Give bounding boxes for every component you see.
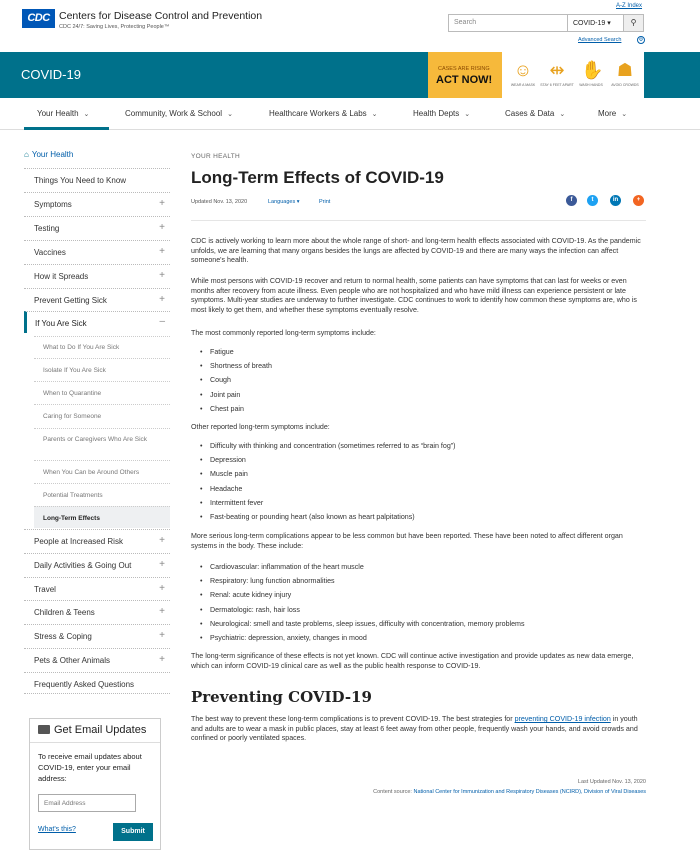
nav-community[interactable]: Community, Work & School ⌄: [125, 109, 233, 118]
expand-icon: +: [159, 559, 165, 570]
list-item: • Shortness of breath: [204, 359, 644, 373]
list-item: • Muscle pain: [204, 467, 644, 481]
cases-rising-text: CASES ARE RISING: [438, 66, 490, 72]
content-source-link[interactable]: National Center for Immunization and Respiratory Diseases (NCIRD), Division of Viral Diseases: [413, 789, 646, 795]
cdc-logo[interactable]: CDC: [22, 9, 55, 28]
updated-date: Updated Nov. 13, 2020: [191, 199, 248, 205]
sidebar-sub-treatments[interactable]: Potential Treatments: [34, 483, 170, 506]
guide-hands: ✋ WASH HANDS: [574, 57, 608, 95]
advanced-search-link[interactable]: Advanced Search: [578, 37, 622, 43]
agency-tagline: CDC 24/7: Saving Lives, Protecting People™: [59, 24, 170, 30]
sidebar-sub-parents[interactable]: Parents or Caregivers Who Are Sick: [34, 428, 170, 460]
sidebar-item-pets[interactable]: Pets & Other Animals +: [24, 648, 170, 670]
guide-mask: ☺ WEAR A MASK: [506, 57, 540, 95]
whats-this-link[interactable]: What's this?: [38, 826, 76, 833]
expand-icon: +: [159, 583, 165, 594]
site-header: [0, 0, 700, 52]
paragraph-intro: CDC is actively working to learn more about the whole range of short- and long-term health effects associated with COVID-19. As the pandemic unfolds, we are learning that many organs besides the lungs are affected by COVID-19 and there are many ways the infection can affect someone's health.: [191, 237, 641, 264]
chevron-down-icon: ⌄: [621, 111, 628, 118]
list-item: • Respiratory: lung function abnormalities: [204, 574, 644, 588]
list-item: • Chest pain: [204, 402, 644, 416]
nav-healthcare[interactable]: Healthcare Workers & Labs ⌄: [269, 109, 378, 118]
prevention-guides[interactable]: [502, 52, 644, 98]
distance-icon: ⇹: [549, 60, 565, 80]
search-scope-select[interactable]: COVID-19 ▾: [568, 14, 624, 32]
sidebar-sub-around-others[interactable]: When You Can be Around Others: [34, 460, 170, 483]
languages-dropdown[interactable]: Languages ▾: [268, 199, 300, 205]
sidebar-item-prevent[interactable]: Prevent Getting Sick +: [24, 288, 170, 310]
nav-more[interactable]: More ⌄: [598, 109, 628, 118]
expand-icon: +: [159, 535, 165, 546]
sidebar-item-testing[interactable]: Testing +: [24, 216, 170, 238]
hands-icon: ✋: [581, 60, 604, 80]
email-description: To receive email updates about COVID-19, enter your email address:: [38, 752, 142, 783]
sidebar-item-increased-risk[interactable]: People at Increased Risk +: [24, 529, 170, 551]
nav-active-indicator: [24, 127, 109, 130]
guide-crowds: ☗ AVOID CROWDS: [608, 57, 642, 95]
syndicate-icon[interactable]: +: [633, 195, 644, 206]
az-index-link[interactable]: A-Z Index: [616, 3, 643, 9]
sidebar-item-if-sick[interactable]: If You Are Sick –: [24, 311, 170, 333]
sidebar-sub-what-to-do[interactable]: What to Do If You Are Sick: [34, 336, 170, 358]
list-item: • Cardiovascular: inflammation of the heart muscle: [204, 560, 644, 574]
email-heading: Get Email Updates: [30, 719, 160, 743]
banner-title[interactable]: COVID-19: [21, 67, 81, 82]
expand-icon: +: [159, 606, 165, 617]
search-input[interactable]: Search: [448, 14, 568, 32]
list-item: • Fatigue: [204, 345, 644, 359]
twitter-icon[interactable]: t: [587, 195, 598, 206]
sidebar-item-spreads[interactable]: How it Spreads +: [24, 264, 170, 286]
list-item: • Psychiatric: depression, anxiety, changes in mood: [204, 631, 644, 645]
list-item: • Intermittent fever: [204, 496, 644, 510]
list-item: • Dermatologic: rash, hair loss: [204, 603, 644, 617]
sidebar-item-vaccines[interactable]: Vaccines +: [24, 240, 170, 262]
submit-button[interactable]: Submit: [113, 823, 153, 841]
search-button[interactable]: [624, 14, 644, 32]
article-meta: [191, 199, 331, 205]
chevron-down-icon: ⌄: [464, 111, 471, 118]
main-nav: [0, 98, 700, 130]
advanced-search-icon[interactable]: ⚙: [638, 37, 644, 43]
sidebar-sub-isolate[interactable]: Isolate If You Are Sick: [34, 358, 170, 381]
page-title: Long-Term Effects of COVID-19: [191, 168, 444, 187]
envelope-icon: [38, 725, 50, 734]
list-item: • Headache: [204, 482, 644, 496]
list-common-symptoms: [204, 345, 644, 416]
list-other-symptoms: [204, 439, 644, 524]
list-item: • Depression: [204, 453, 644, 467]
list-item: • Renal: acute kidney injury: [204, 588, 644, 602]
crowd-icon: ☗: [616, 60, 634, 80]
sidebar-sub-quarantine[interactable]: When to Quarantine: [34, 381, 170, 404]
list-item: • Joint pain: [204, 388, 644, 402]
list-item: • Neurological: smell and taste problems, sleep issues, difficulty with concentration, memory problems: [204, 617, 644, 631]
divider: [191, 220, 646, 221]
cases-rising-callout[interactable]: [428, 52, 502, 98]
expand-icon: +: [159, 654, 165, 665]
paragraph-complications: More serious long-term complications appear to be less common but have been reported. These have been noted to affect different organ systems in the body. These include:: [191, 532, 623, 550]
guide-distance: ⇹ STAY 6 FEET APART: [540, 57, 574, 95]
print-link[interactable]: Print: [319, 199, 331, 205]
preventing-infection-link[interactable]: preventing COVID-19 infection: [514, 715, 611, 723]
expand-icon: +: [159, 222, 165, 233]
collapse-icon: –: [159, 316, 165, 327]
paragraph-common-intro: The most commonly reported long-term symptoms include:: [191, 329, 376, 337]
mask-icon: ☺: [513, 60, 533, 80]
sidebar-item-symptoms[interactable]: Symptoms +: [24, 192, 170, 214]
sidebar-sub-caring[interactable]: Caring for Someone: [34, 404, 170, 428]
list-complications: [204, 560, 644, 645]
sidebar-home-link[interactable]: ⌂ Your Health: [24, 150, 74, 159]
sidebar-item-travel[interactable]: Travel +: [24, 577, 170, 599]
expand-icon: +: [159, 198, 165, 209]
nav-your-health[interactable]: Your Health ⌄: [37, 109, 90, 118]
chevron-down-icon: ⌄: [227, 111, 233, 118]
act-now-text: ACT NOW!: [436, 74, 493, 86]
paragraph-other-intro: Other reported long-term symptoms include:: [191, 423, 330, 431]
expand-icon: +: [159, 630, 165, 641]
paragraph-recovery: While most persons with COVID-19 recover and return to normal health, some patients can have symptoms that can last for weeks or even months after recovery from acute illness. Even people who are not hospitalized and who have mild illness can experience persistent or late symptoms. Multi-year studies are underway to further investigate. CDC continues to work to identify how common these symptoms are, who is most likely to get them, and whether these symptoms eventually resolve.: [191, 277, 637, 314]
paragraph-prevention: The best way to prevent these long-term complications is to prevent COVID-19. The best strategies for preventing COVID-19 infection in youth and adults are to wear a mask in public places, stay at least 6 feet away from other people, frequently wash your hands, and avoid crowds and confined or poorly ventilated spaces.: [191, 715, 638, 742]
nav-health-depts[interactable]: Health Depts ⌄: [413, 109, 471, 118]
chevron-down-icon: ⌄: [559, 111, 566, 118]
expand-icon: +: [159, 270, 165, 281]
paragraph-significance: The long-term significance of these effects is not yet known. CDC will continue active investigation and provide updates as new data emerge, which can inform COVID-19 clinical care as well as the public health response to COVID-19.: [191, 652, 634, 670]
expand-icon: +: [159, 294, 165, 305]
section-eyebrow: YOUR HEALTH: [191, 153, 241, 160]
sidebar-item-daily-activities[interactable]: Daily Activities & Going Out +: [24, 553, 170, 575]
list-item: • Fast-beating or pounding heart (also known as heart palpitations): [204, 510, 644, 524]
chevron-down-icon: ⌄: [371, 111, 378, 118]
content-source: Content source: National Center for Immunization and Respiratory Diseases (NCIRD), Division of Viral Diseases: [373, 789, 646, 795]
sidebar-item-children[interactable]: Children & Teens +: [24, 600, 170, 622]
list-item: • Difficulty with thinking and concentration (sometimes referred to as “brain fog”): [204, 439, 644, 453]
list-item: • Cough: [204, 373, 644, 387]
agency-name[interactable]: Centers for Disease Control and Prevention: [59, 10, 263, 22]
sidebar-item-stress[interactable]: Stress & Coping +: [24, 624, 170, 646]
sidebar-item-faq[interactable]: Frequently Asked Questions: [24, 672, 170, 694]
email-field[interactable]: Email Address: [38, 794, 136, 812]
sidebar-item-things-to-know[interactable]: Things You Need to Know: [24, 168, 170, 190]
search-icon: ⚲: [630, 18, 637, 27]
last-updated: Last Updated Nov. 13, 2020: [577, 779, 646, 785]
linkedin-icon[interactable]: in: [610, 195, 621, 206]
nav-cases-data[interactable]: Cases & Data ⌄: [505, 109, 566, 118]
facebook-icon[interactable]: f: [566, 195, 577, 206]
chevron-down-icon: ⌄: [83, 111, 90, 118]
section-heading-preventing: Preventing COVID-19: [191, 688, 372, 706]
home-icon: ⌂: [24, 150, 29, 159]
expand-icon: +: [159, 246, 165, 257]
sidebar-sub-long-term[interactable]: Long-Term Effects: [34, 506, 170, 528]
email-updates-box: [29, 718, 161, 850]
